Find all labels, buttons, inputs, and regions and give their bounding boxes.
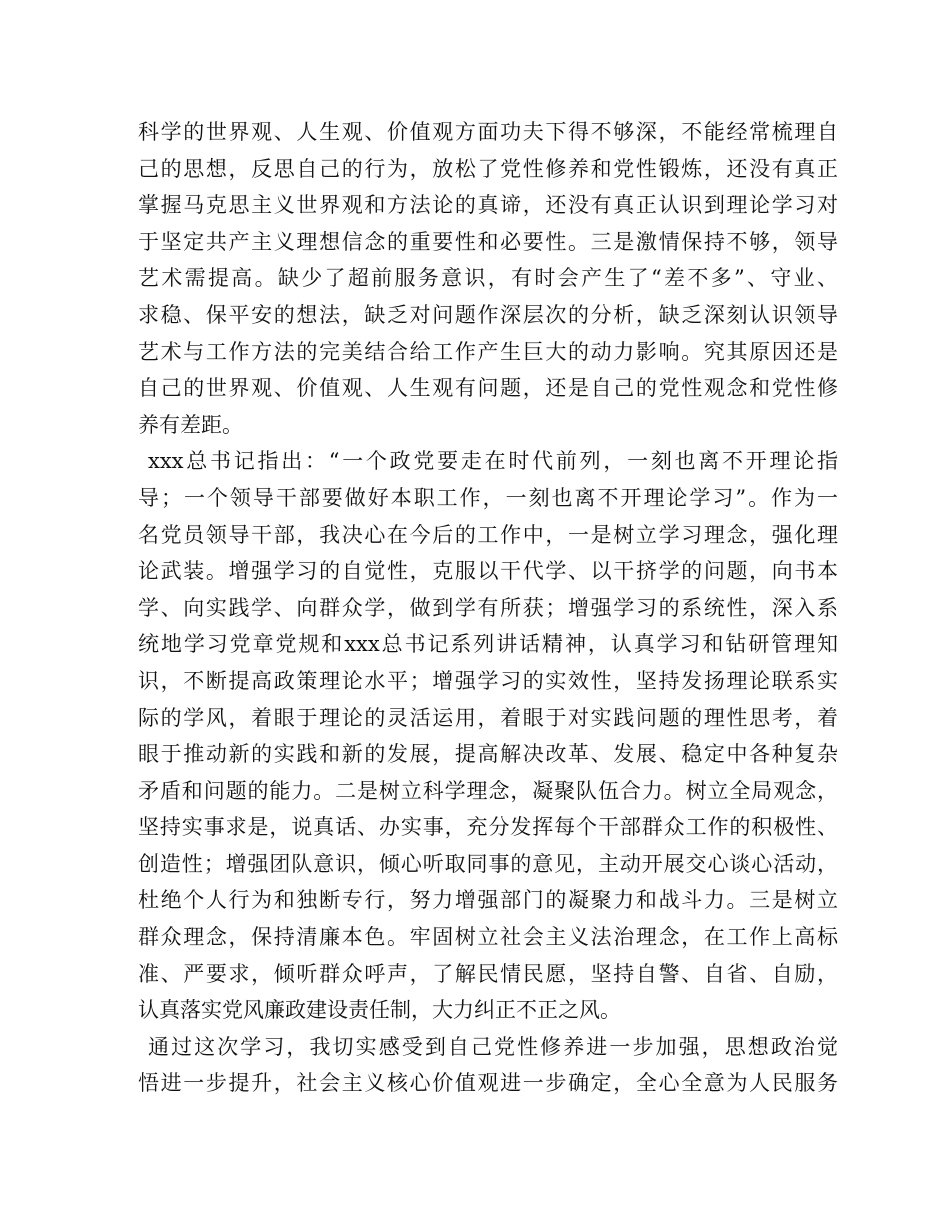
text-line: 识，不断提高政策理论水平；增强学习的实效性，坚持发扬理论联系实 <box>138 668 838 693</box>
text-line: 悟进一步提升，社会主义核心价值观进一步确定，全心全意为人民服务 <box>138 1071 838 1096</box>
text-line: 于坚定共产主义理想信念的重要性和必要性。三是激情保持不够，领导 <box>138 229 838 254</box>
text-line: 求稳、保平安的想法，缺乏对问题作深层次的分析，缺乏深刻认识领导 <box>138 302 838 327</box>
text-line: 创造性；增强团队意识，倾心听取同事的意见，主动开展交心谈心活动， <box>138 851 838 876</box>
text-line: 自己的世界观、价值观、人生观有问题，还是自己的党性观念和党性修 <box>138 376 838 401</box>
text-line: 眼于推动新的实践和新的发展，提高解决改革、发展、稳定中各种复杂 <box>138 742 838 767</box>
text-line: 准、严要求，倾听群众呼声，了解民情民愿，坚持自警、自省、自励， <box>138 961 838 986</box>
text-line: 艺术与工作方法的完美结合给工作产生巨大的动力影响。究其原因还是 <box>138 339 838 364</box>
text-line: 掌握马克思主义世界观和方法论的真谛，还没有真正认识到理论学习对 <box>138 193 838 218</box>
body-text <box>138 114 838 1102</box>
text-line: 论武装。增强学习的自觉性，克服以干代学、以干挤学的问题，向书本 <box>138 559 838 584</box>
text-line: 科学的世界观、人生观、价值观方面功夫下得不够深，不能经常梳理自 <box>138 120 838 144</box>
text-line: 学、向实践学、向群众学，做到学有所获；增强学习的系统性，深入系 <box>138 595 838 620</box>
text-line: 认真落实党风廉政建设责任制，大力纠正不正之风。 <box>138 998 621 1023</box>
text-line: 养有差距。 <box>138 412 243 437</box>
text-line: 坚持实事求是，说真话、办实事，充分发挥每个干部群众工作的积极性、 <box>138 815 838 840</box>
text-line: 艺术需提高。缺少了超前服务意识，有时会产生了“差不多”、守业、 <box>138 266 838 291</box>
paragraph-start-line: xxx总书记指出：“一个政党要走在时代前列，一刻也离不开理论指 <box>148 449 838 474</box>
text-line: 导；一个领导干部要做好本职工作，一刻也离不开理论学习”。作为一 <box>138 485 838 510</box>
text-line: 名党员领导干部，我决心在今后的工作中，一是树立学习理念，强化理 <box>138 522 838 547</box>
text-line: 统地学习党章党规和xxx总书记系列讲话精神，认真学习和钻研管理知 <box>138 632 838 657</box>
text-line: 群众理念，保持清廉本色。牢固树立社会主义法治理念，在工作上高标 <box>138 925 838 950</box>
text-line: 际的学风，着眼于理论的灵活运用，着眼于对实践问题的理性思考，着 <box>138 705 838 730</box>
text-line: 矛盾和问题的能力。二是树立科学理念，凝聚队伍合力。树立全局观念， <box>138 778 838 803</box>
paragraph-start-line: 通过这次学习，我切实感受到自己党性修养进一步加强，思想政治觉 <box>148 1034 838 1059</box>
text-line: 杜绝个人行为和独断专行，努力增强部门的凝聚力和战斗力。三是树立 <box>138 888 838 913</box>
text-line: 己的思想，反思自己的行为，放松了党性修养和党性锻炼，还没有真正 <box>138 156 838 181</box>
